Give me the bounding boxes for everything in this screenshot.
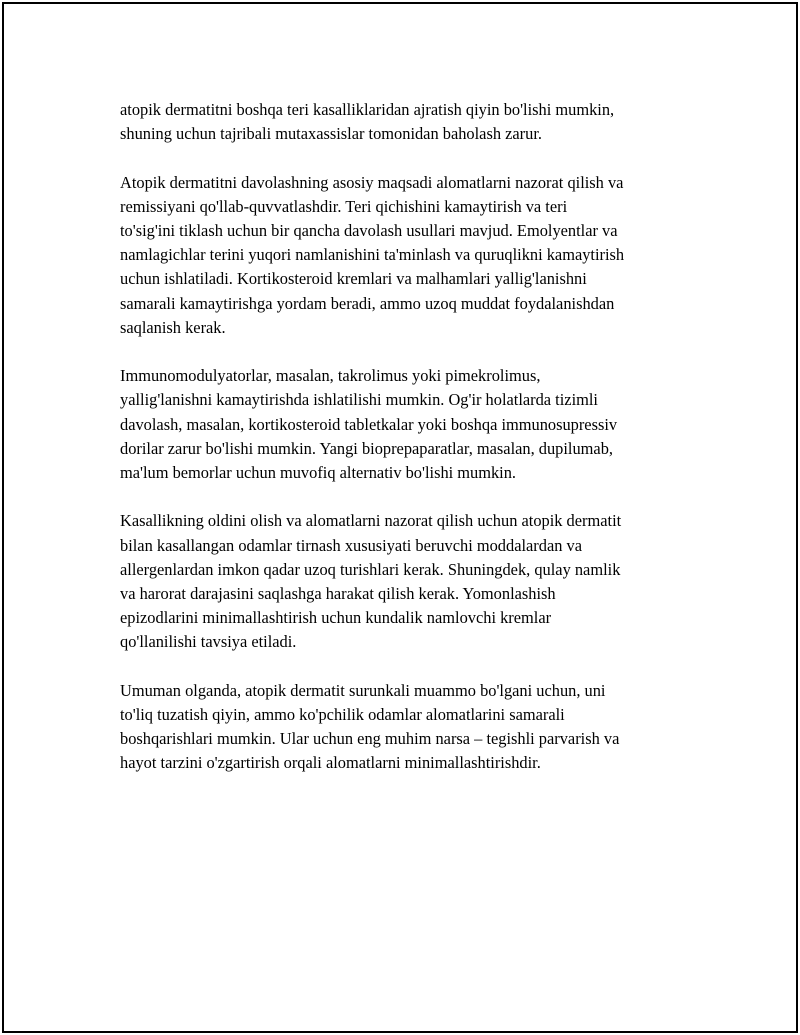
text-line: va harorat darajasini saqlashga harakat qilish kerak. Yomonlashish: [120, 584, 556, 604]
text-line: davolash, masalan, kortikosteroid tabletkalar yoki boshqa immunosupressiv: [120, 414, 618, 434]
text-line: namlagichlar terini yuqori namlanishini ta'minlash va quruqlikni kamaytirish: [120, 245, 625, 265]
paragraph-2: [120, 171, 700, 340]
text-line: epizodlarini minimallashtirish uchun kundalik namlovchi kremlar: [120, 608, 552, 628]
document-body: [120, 98, 700, 800]
text-line: saqlanish kerak.: [120, 317, 226, 337]
text-line: yallig'lanishni kamaytirishda ishlatilishi mumkin. Og'ir holatlarda tizimli: [120, 390, 598, 410]
text-line: Kasallikning oldini olish va alomatlarni nazorat qilish uchun atopik dermatit: [120, 511, 622, 531]
paragraph-5: [120, 679, 700, 776]
text-line: boshqarishlari mumkin. Ular uchun eng muhim narsa – tegishli parvarish va: [120, 729, 620, 749]
text-line: shuning uchun tajribali mutaxassislar tomonidan baholash zarur.: [120, 124, 542, 144]
text-line: bilan kasallangan odamlar tirnash xususiyati beruvchi moddalardan va: [120, 535, 582, 555]
text-line: to'sig'ini tiklash uchun bir qancha davolash usullari mavjud. Emolyentlar va: [120, 221, 618, 240]
text-line: Atopik dermatitni davolashning asosiy maqsadi alomatlarni nazorat qilish va: [120, 172, 624, 192]
text-line: hayot tarzini o'zgartirish orqali alomatlarni minimallashtirishdir.: [120, 753, 541, 773]
text-line: Immunomodulyatorlar, masalan, takrolimus yoki pimekrolimus,: [120, 366, 541, 386]
text-line: uchun ishlatiladi. Kortikosteroid kremlari va malhamlari yallig'lanishni: [120, 269, 587, 289]
text-line: to'liq tuzatish qiyin, ammo ko'pchilik odamlar alomatlarini samarali: [120, 705, 565, 725]
text-line: remissiyani qo'llab-quvvatlashdir. Teri qichishini kamaytirish va teri: [120, 196, 568, 216]
text-line: ma'lum bemorlar uchun muvofiq alternativ bo'lishi mumkin.: [120, 463, 517, 483]
text-line: atopik dermatitni boshqa teri kasalliklaridan ajratish qiyin bo'lishi mumkin,: [120, 100, 615, 119]
document-page: [2, 2, 798, 1033]
text-line: samarali kamaytirishga yordam beradi, ammo uzoq muddat foydalanishdan: [120, 293, 615, 313]
text-line: Umuman olganda, atopik dermatit surunkali muammo bo'lgani uchun, uni: [120, 680, 606, 700]
text-line: qo'llanilishi tavsiya etiladi.: [120, 632, 297, 652]
text-line: allergenlardan imkon qadar uzoq turishlari kerak. Shuningdek, qulay namlik: [120, 559, 621, 579]
paragraph-3: [120, 364, 700, 485]
paragraph-4: [120, 509, 700, 654]
text-line: dorilar zarur bo'lishi mumkin. Yangi bioprepaparatlar, masalan, dupilumab,: [120, 438, 613, 458]
paragraph-1: [120, 98, 700, 146]
